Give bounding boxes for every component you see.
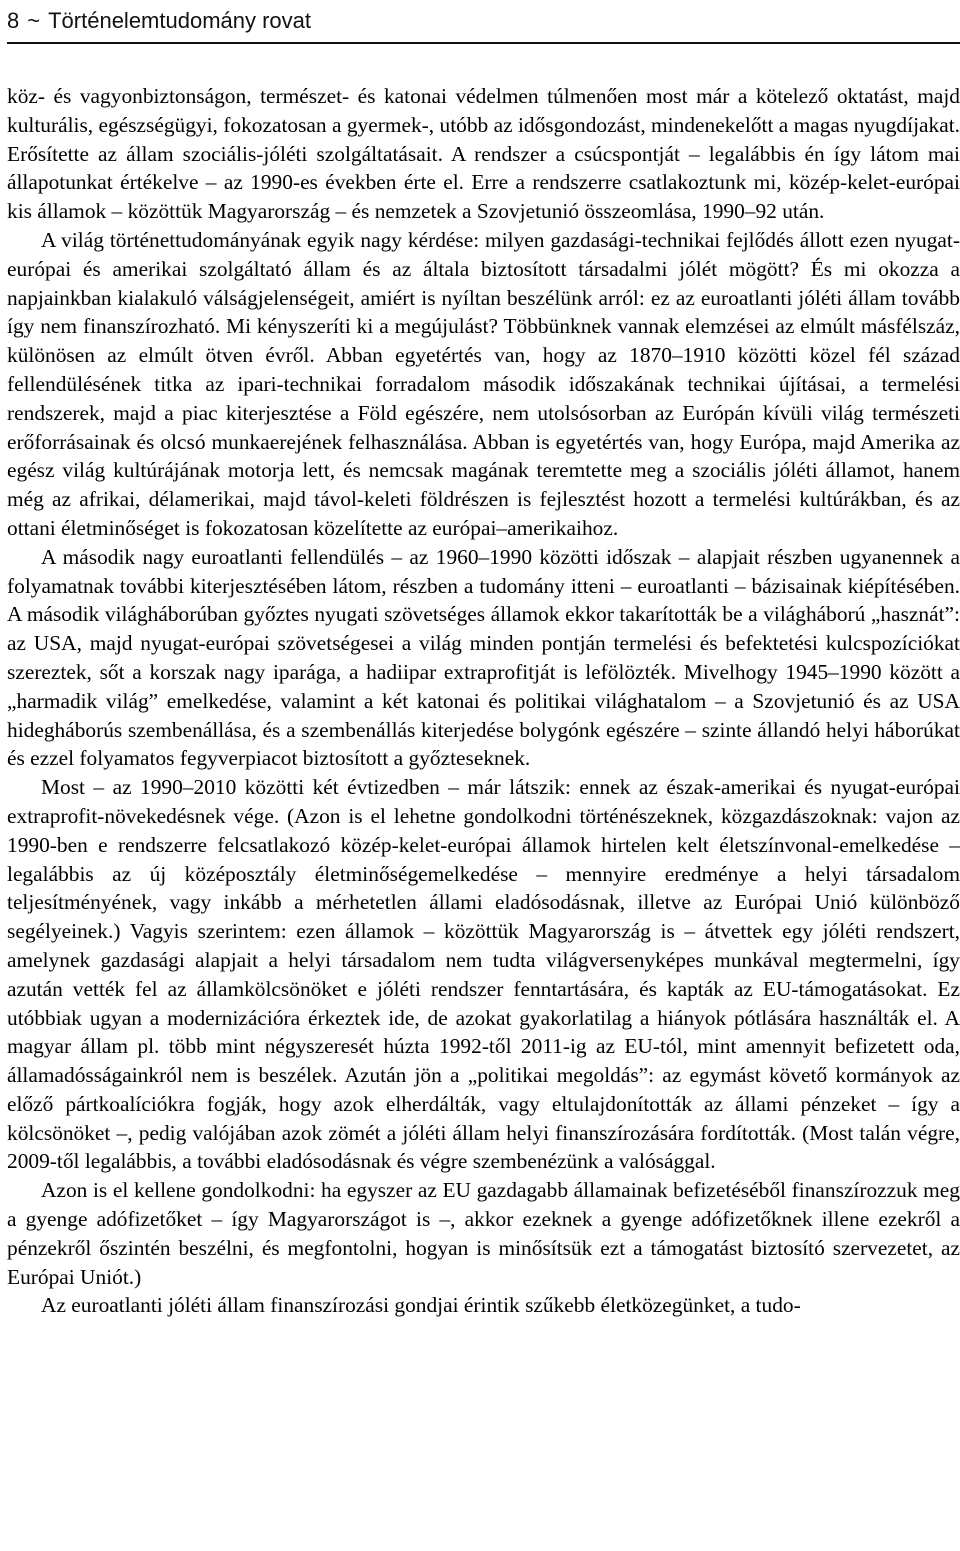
header-separator: ~ bbox=[27, 8, 41, 33]
paragraph-continuation: köz- és vagyonbiztonságon, természet- és katonai védelmen túlmenően most már a kötelező oktatást, majd kulturális, egészségügyi, fokozatosan a gyermek-, utóbb az idősgondozást, mindenekelőtt a magas nyugdíjakat. Erősítette az állam szociális-jóléti szolgáltatásait. A rendszer a csúcspontját – legalábbis én így látom mai állapotunkat értékelve – az 1990-es években érte el. Erre a rendszerre csatlakoztunk mi, közép-kelet-európai kis államok – közöttük Magyarország – és nemzetek a Szovjetunió összeomlása, 1990–92 után. bbox=[7, 84, 960, 224]
page-number: 8 bbox=[7, 8, 20, 33]
running-header bbox=[7, 8, 960, 44]
paragraph: Azon is el kellene gondolkodni: ha egyszer az EU gazdagabb államainak befizetéséből finanszírozzuk meg a gyenge adófizetőket – így Magyarországot is –, akkor ezeknek a gyenge adófizetőknek illene ezekről a pénzekről őszintén beszélni, és megfontolni, hogyan is minősítsük ezt a támogatást biztosító szervezetet, az Európai Uniót.) bbox=[7, 1178, 960, 1289]
paragraph: Az euroatlanti jóléti állam finanszírozási gondjai érintik szűkebb életközegünket, a tudo- bbox=[41, 1293, 801, 1318]
article-body bbox=[7, 82, 960, 1320]
paragraph: A világ történettudományának egyik nagy kérdése: milyen gazdasági-technikai fejlődés állott ezen nyugat-európai és amerikai szolgáltató állam és az általa biztosított társadalmi jólét mögött? És mi okozza a napjainkban kialakuló válságjelenségeit, amiért is nyíltan beszélünk arról: ez az euroatlanti jóléti állam tovább így nem finanszírozható. Mi kényszeríti ki a megújulást? Többünknek vannak elemzései az elmúlt másfélszáz, különösen az elmúlt ötven évről. Abban egyetértés van, hogy az 1870–1910 közötti közel fél század fellendülésének titka az ipari-technikai forradalom második időszakának technikai újításai, a termelési rendszerek, majd a piac kiterjesztése a Föld egészére, nem utolsósorban az Európán kívüli világ természeti erőforrásainak és olcsó munkaerejének felhasználása. Abban is egyetértés van, hogy Európa, majd Amerika az egész világ kultúrájának motorja lett, és nemcsak magának teremtette meg a szociális jóléti államot, hanem még az afrikai, délamerikai, majd távol-keleti földrészen is fejlesztést hozott a termelési kultúrákban, és az ottani életminőséget is fokozatosan közelítette az európai–amerikaihoz. bbox=[7, 227, 960, 540]
paragraph: A második nagy euroatlanti fellendülés – az 1960–1990 közötti időszak – alapjait részben ugyanennek a folyamatnak további kiterjesztésében látom, részben a tudomány itteni – euroatlanti – bázisainak kiépítésében. A második világháborúban győztes nyugati szövetséges államok ekkor takarították be a világháború „hasznát”: az USA, majd nyugat-európai szövetségesei a világ minden pontján termelési és befektetési kulcspozíciókat szereztek, sőt a korszak nagy iparága, a hadiipar extraprofitját is lefölözték. Mivelhogy 1945–1990 között a „harmadik világ” emelkedése, valamint a két katonai és politikai világhatalom – a Szovjetunió és az USA hidegháborús szembenállása, és a szembenállás kiterjedése bolygónk egészére – szinte állandó helyi háborúkat és ezzel folyamatos fegyverpiacot biztosított a győzteseknek. bbox=[7, 544, 960, 771]
section-title: Történelemtudomány rovat bbox=[48, 8, 312, 33]
paragraph: Most – az 1990–2010 közötti két évtizedben – már látszik: ennek az észak-amerikai és nyugat-európai extraprofit-növekedésnek vége. (Azon is el lehetne gondolkodni történészeknek, közgazdászoknak: vajon az 1990-ben e rendszerre felcsatlakozó közép-kelet-európai államok hirtelen kelt életszínvonal-emelkedése – legalábbis az új középosztály életminőségemelkedése – mennyire eredménye a helyi társadalom teljesítményének, vagy inkább a mérhetetlen állami eladósodásnak, illetve az Európai Unió különböző segélyeinek.) Vagyis szerintem: ezen államok – közöttük Magyarország is – átvettek egy jóléti rendszert, amelynek gazdasági alapjait a helyi társadalom nem tudta világversenyképes munkával megtermelni, így azután vették fel az államkölcsönöket e jóléti rendszer fenntartására, és kapták az EU-támogatásokat. Ez utóbbiak ugyan a modernizációra érkeztek ide, de azokat gyakorlatilag a hiányok pótlására használták el. A magyar állam pl. több mint négyszeresét húzta 1992-től 2011-ig az EU-tól, mint amennyit befizetett oda, államadósságainkról nem is beszélek. Azután jön a „politikai megoldás”: az egymást követő kormányok az előző pártkoalíciókra fogják, hogy azok elherdálták, vagy eltulajdonították az állami pénzeket – így a kölcsönöket –, pedig valójában azok zömét a jóléti állam helyi finanszírozására fordították. (Most talán végre, 2009-től legalábbis, a további eladósodásnak és végre szembenézünk a valósággal. bbox=[7, 775, 960, 1174]
